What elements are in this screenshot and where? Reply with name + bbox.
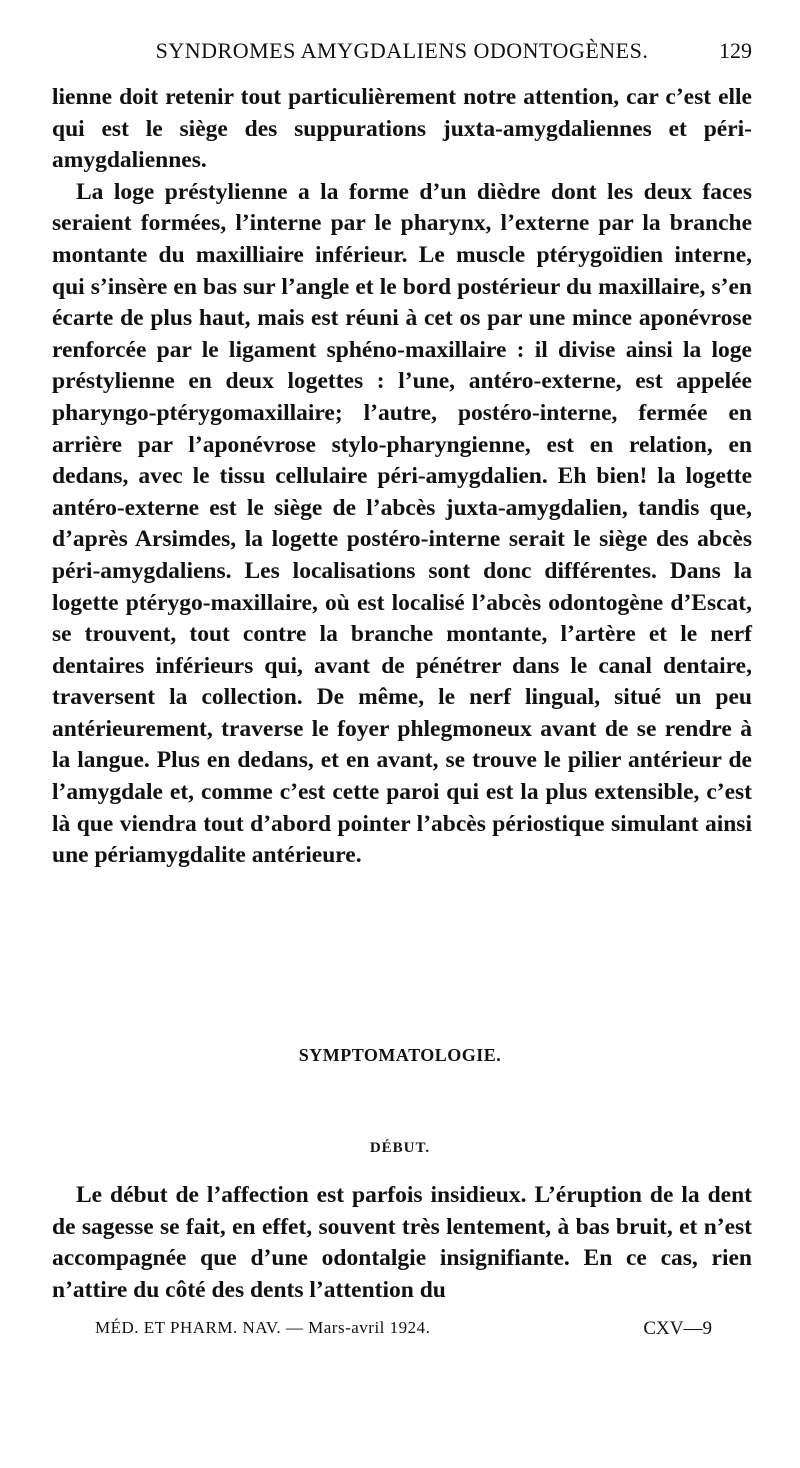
subsection-title-debut: DÉBUT. bbox=[369, 1140, 431, 1156]
paragraph-loge-prestylienne: La loge préstylienne a la forme d’un dièdre dont les deux faces seraient formées, l’interne par le pharynx, l’externe par la branche montante du maxilliaire inférieur. Le muscle ptérygoïdien interne, qui s’insère en bas sur l’angle et le bord postérieur du maxillaire, s’en écarte de plus haut, mais est réuni à cet os par une mince aponévrose renforcée par le ligament sphéno-maxillaire : il divise ainsi la loge préstylienne en deux logettes : l’une, antéro-externe, est appelée pharyngo-ptérygomaxillaire; l’autre, postéro-interne, fermée en arrière par l’aponévrose stylo-pharyngienne, est en relation, en dedans, avec le tissu cellulaire péri-amygdalien. Eh bien! la logette antéro-externe est le siège de l’abcès juxta-amygdalien, tandis que, d’après Arsimdes, la logette postéro-interne serait le siège des abcès péri-amygdaliens. Les localisations sont donc différentes. Dans la logette ptérygo-maxillaire, où est localisé l’abcès odontogène d’Escat, se trouvent, tout contre la branche montante, l’artère et le nerf dentaires inférieurs qui, avant de pénétrer dans le canal dentaire, traversent la collection. De même, le nerf lingual, situé un peu antérieurement, traverse le foyer phlegmoneux avant de se rendre à la langue. Plus en dedans, et en avant, se trouve le pilier antérieur de l’amygdale et, comme c’est cette paroi qui est la plus extensible, c’est là que viendra tout d’abord pointer l’abcès périostique simulant ainsi une périamygdalite antérieure. bbox=[52, 178, 752, 869]
running-title: SYNDROMES AMYGDALIENS ODONTOGÈNES. bbox=[155, 38, 649, 63]
footer-journal: MÉD. ET PHARM. NAV. — Mars-avril 1924. bbox=[95, 1318, 431, 1337]
page-footer bbox=[95, 1318, 752, 1344]
running-head bbox=[52, 38, 752, 68]
body-text-top bbox=[52, 82, 752, 872]
paragraph-debut: Le début de l’affection est parfois insidieux. L’éruption de la dent de sagesse se fait, en effet, souvent très lentement, à bas bruit, et n’est accompagnée que d’une odontalgie insignifiante. En ce cas, rien n’attire du côté des dents l’attention du bbox=[52, 1182, 752, 1303]
paragraph-continuation: lienne doit retenir tout particulièrement notre attention, car c’est elle qui est le siège des suppurations juxta-amygdaliennes et péri-amygdaliennes. bbox=[52, 84, 752, 174]
section-title-symptomatologie: SYMPTOMATOLOGIE. bbox=[298, 1045, 502, 1065]
body-text-bottom bbox=[52, 1180, 752, 1306]
footer-signature: CXV—9 bbox=[643, 1318, 712, 1339]
page-number: 129 bbox=[719, 38, 752, 63]
